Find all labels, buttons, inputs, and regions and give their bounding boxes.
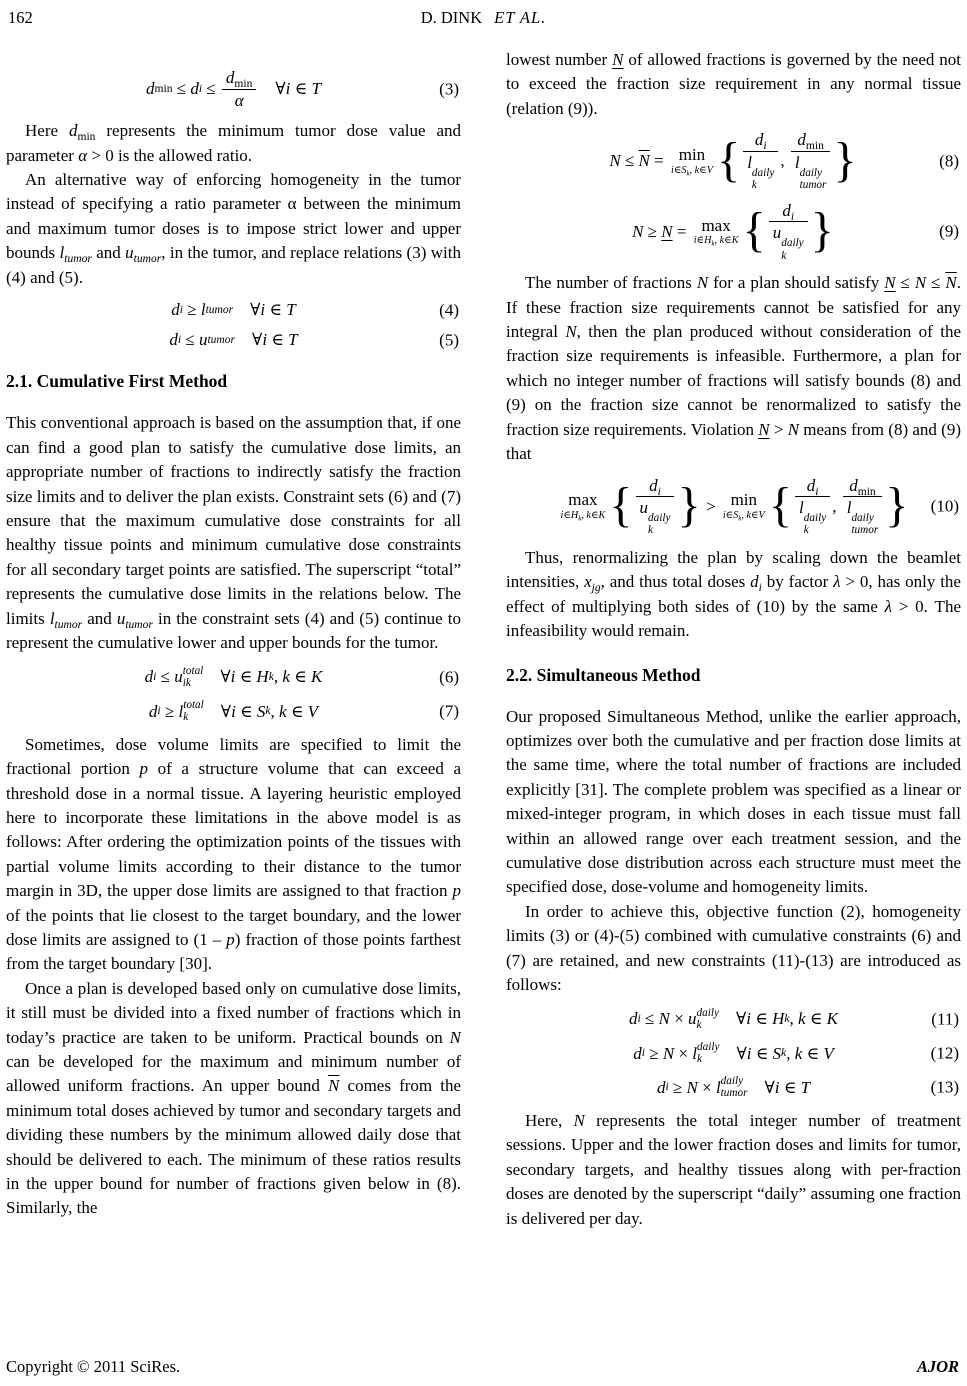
journal-abbreviation: AJOR xyxy=(916,1357,959,1376)
equation-5-body: d i ≤ u tumor ∀ i ∈ T xyxy=(169,330,298,350)
equation-8-body: N ≤ $\overline{N}$ = min $i\in S_k$, k∈V { $d_i$ l daily k , $d_{min}$ l daily tumor } xyxy=(609,130,857,192)
equation-6-number: (6) xyxy=(439,667,459,687)
equation-7-number: (7) xyxy=(439,701,459,721)
equation-5-number: (5) xyxy=(439,330,459,350)
equation-11 xyxy=(506,1007,961,1032)
equation-5 xyxy=(6,329,461,350)
equation-10 xyxy=(506,476,961,538)
paragraph-renormalizing: Thus, renormalizing the plan by scaling down the beamlet intensities, $x_{jg}$, and thus total doses $d_i$ by factor λ > 0, has only the effect of multiplying both sides of (10) by the same λ > 0. The infeasibility would remain. xyxy=(506,548,961,641)
paragraph-practical-bounds: Once a plan is developed based only on cumulative dose limits, it still must be divided into a fixed number of fractions which in today’s practice are taken to be uniform. Practical bounds on N can be developed for the maximum and minimum number of allowed uniform fractions. An upper bound $\overline{N}$ comes from the minimum total doses achieved by tumor and secondary targets and dividing these numbers by the minimum allowed daily dose that should be delivered to each. The minimum of these ratios results in the upper bound for number of fractions given below in (8). Similarly, the xyxy=(6,978,461,1218)
paragraph-simultaneous-method: Our proposed Simultaneous Method, unlike the earlier approach, optimizes over both the cumulative and per fraction dose limits at the same time, where the total number of fractions are included explicitly [31]. The complete problem was specified as a linear or mixed-integer program, in which doses in each tissue must fall within an allowed range over each treatment session, and the cumulative dose distribution across each structure must meet the specified dose, dose-volume and homogeneity limits. xyxy=(506,706,961,897)
equation-4 xyxy=(6,299,461,320)
equation-7 xyxy=(6,699,461,724)
paragraph-dose-volume-limits: Sometimes, dose volume limits are specified to limit the fractional portion p of a structure volume that can exceed a threshold dose in a normal tissue. A layering heuristic employed here to incorporate these limitations in the above model is as follows: After ordering the optimization points of the tissues with partial volume limits according to their distance to the tumor margin in 3D, the upper dose limits are assigned to that fraction p of the points that lie closest to the target boundary, and the lower dose limits are assigned to (1 – p) fraction of those points farthest from the target boundary [30]. xyxy=(6,734,461,974)
equation-8-number: (8) xyxy=(939,151,959,171)
equation-3-body: d min ≤ d i ≤ $\frac{d_{min}}{\alpha}$ ∀ i ∈ T xyxy=(146,68,321,110)
equation-9 xyxy=(506,201,961,263)
two-column-layout xyxy=(6,48,961,1231)
page-header xyxy=(6,8,961,32)
paragraph-fraction-requirements: The number of fractions N for a plan should satisfy $N \le N \le \overline{N}$. If these fraction size requirements cannot be satisfied for any integral N, then the plan produced without consideration of the fraction size requirements is infeasible. Furthermore, a plan for which no integer number of fractions will satisfy bounds (8) and (9) on the fraction size cannot be renormalized to satisfy the fraction size requirements. Violation N > N means from (8) and (9) that xyxy=(506,273,962,464)
equation-9-number: (9) xyxy=(939,221,959,241)
copyright-notice: Copyright © 2011 SciRes. xyxy=(6,1357,181,1376)
right-column xyxy=(506,48,961,1231)
running-title-etal: ET AL. xyxy=(494,8,547,27)
equation-9-body: N ≥ N = max $i\in H_k$, k∈K { $d_i$ u daily k } xyxy=(632,200,834,262)
equation-10-number: (10) xyxy=(930,496,959,516)
running-title xyxy=(6,8,961,28)
paragraph-dmin-definition: Here $d_{min}$ represents the minimum tumor dose value and parameter α > 0 is the allowed ratio. xyxy=(6,121,461,165)
equation-3-number: (3) xyxy=(439,79,459,99)
paragraph-n-definition: Here, N represents the total integer number of treatment sessions. Upper and the lower fraction doses and limits for tumor, secondary targets, and healthy tissues along with per-fraction doses are denoted by the superscript “daily” assuming one fraction is delivered per day. xyxy=(506,1110,961,1228)
section-heading-2-2: 2.2. Simultaneous Method xyxy=(506,664,701,685)
page-number: 162 xyxy=(8,8,33,27)
equation-10-body: max $i\in H_k$, k∈K { $d_i$ u daily k } > min $i\in S_k$, k∈V { $d_i$ l daily k , $d_{min}$ l daily tumor } xyxy=(560,475,909,537)
equation-12-number: (12) xyxy=(930,1043,959,1063)
section-heading-2-1: 2.1. Cumulative First Method xyxy=(6,371,228,392)
paragraph-conventional-approach: This conventional approach is based on the assumption that, if one can find a good plan to satisfy the cumulative dose limits, an appropriate number of fractions to indirectly satisfy the fraction size limits and to deliver the plan exists. Constraint sets (6) and (7) ensure that the maximum cumulative dose constraints for all healthy tissue points and minimum cumulative dose constraints for all secondary target points are satisfied. The superscript “total” represents the cumulative dose limits in the relations below. The limits $l_{tumor}$ and $u_{tumor}$ in the constraint sets (4) and (5) continue to represent the cumulative lower and upper bounds for the tumor. xyxy=(6,413,462,653)
paragraph-lowest-number: lowest number N of allowed fractions is governed by the need not to exceed the fraction size requirement in any normal tissue (relation (9)). xyxy=(506,50,961,118)
paragraph-new-constraints: In order to achieve this, objective function (2), homogeneity limits (3) or (4)-(5) combined with cumulative constraints (6) and (7) are retained, and new constraints (11)-(13) are introduced as follows: xyxy=(506,901,961,995)
equation-12-body: d i ≥ N × l daily k ∀ i ∈ S k , k ∈ V xyxy=(633,1040,834,1066)
equation-11-number: (11) xyxy=(931,1009,959,1029)
page-footer xyxy=(6,1357,959,1377)
equation-4-body: d i ≥ l tumor ∀ i ∈ T xyxy=(171,299,296,319)
running-title-author: D. DINK xyxy=(420,8,483,27)
equation-11-body: d i ≤ N × u daily k ∀ i ∈ H k , k ∈ K xyxy=(629,1006,838,1032)
equation-13 xyxy=(506,1075,961,1100)
equation-7-body: d i ≥ l total k ∀ i ∈ S k , k ∈ V xyxy=(148,698,319,724)
equation-13-body: d i ≥ N × l daily tumor ∀ i ∈ T xyxy=(656,1074,811,1100)
left-column xyxy=(6,48,461,1231)
equation-4-number: (4) xyxy=(439,299,459,319)
equation-13-number: (13) xyxy=(930,1077,959,1097)
equation-3 xyxy=(6,68,461,110)
equation-6 xyxy=(6,665,461,690)
equation-6-body: d i ≤ u total ik ∀ i ∈ H k , k ∈ K xyxy=(144,664,323,690)
equation-12 xyxy=(506,1041,961,1066)
equation-8 xyxy=(506,130,961,192)
paragraph-alternative-bounds: An alternative way of enforcing homogeneity in the tumor instead of specifying a ratio parameter α between the minimum and maximum tumor doses is to impose strict lower and upper bounds $l_{tumor}$ and $u_{tumor}$, in the tumor, and replace relations (3) with (4) and (5). xyxy=(6,169,461,287)
